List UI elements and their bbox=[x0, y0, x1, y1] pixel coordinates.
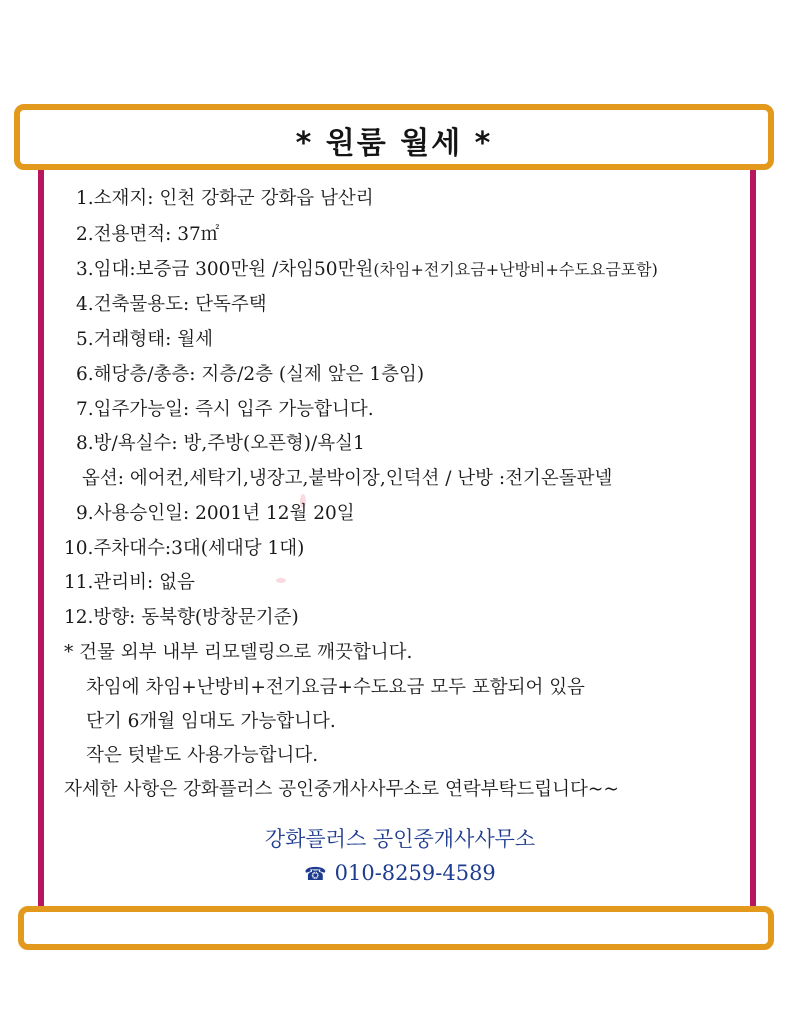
item-parking: 10.주차대수:3대(세대당 1대) bbox=[64, 538, 305, 559]
phone-icon: ☎ bbox=[304, 864, 327, 885]
item-approval-date: 9.사용승인일: 2001년 12월 20일 bbox=[76, 503, 355, 524]
page-title: * 원룸 월세 * bbox=[295, 126, 493, 161]
note-rent-included: 차임에 차임+난방비+전기요금+수도요금 모두 포함되어 있음 bbox=[86, 677, 585, 698]
item-deal-type: 5.거래형태: 월세 bbox=[76, 329, 213, 350]
note-garden: 작은 텃밭도 사용가능합니다. bbox=[86, 745, 319, 766]
item-maintenance-fee: 11.관리비: 없음 bbox=[64, 572, 195, 593]
title-scroll-top bbox=[14, 104, 774, 170]
stain-mark bbox=[276, 578, 286, 583]
item-floor: 6.해당층/총층: 지층/2층 (실제 앞은 1층임) bbox=[76, 364, 425, 385]
scroll-bottom bbox=[18, 906, 774, 950]
note-remodeling: * 건물 외부 내부 리모델링으로 깨끗합니다. bbox=[64, 642, 413, 663]
note-short-term: 단기 6개월 임대도 가능합니다. bbox=[86, 711, 336, 732]
note-contact: 자세한 사항은 강화플러스 공인중개사사무소로 연락부탁드립니다~~ bbox=[64, 779, 619, 800]
agency-phone-line bbox=[0, 861, 800, 885]
item-options: 옵션: 에어컨,세탁기,냉장고,붙박이장,인덕션 / 난방 :전기온돌판넬 bbox=[82, 468, 613, 489]
item-rooms: 8.방/욕실수: 방,주방(오픈형)/욕실1 bbox=[76, 433, 365, 454]
item-rent-included: (차임+전기요금+난방비+수도요금포함) bbox=[373, 260, 658, 279]
item-direction: 12.방향: 동북향(방창문기준) bbox=[64, 607, 299, 628]
item-rent-main: 3.임대:보증금 300만원 /차임50만원 bbox=[76, 259, 374, 280]
agency-name: 강화플러스 공인중개사사무소 bbox=[264, 827, 536, 851]
item-area: 2.전용면적: 37㎡ bbox=[76, 224, 220, 245]
item-building-use: 4.건축물용도: 단독주택 bbox=[76, 294, 267, 315]
item-location: 1.소재지: 인천 강화군 강화읍 남산리 bbox=[76, 188, 374, 209]
item-move-in: 7.입주가능일: 즉시 입주 가능합니다. bbox=[76, 399, 374, 420]
agency-phone: 010-8259-4589 bbox=[334, 861, 496, 885]
item-rent bbox=[76, 258, 658, 282]
